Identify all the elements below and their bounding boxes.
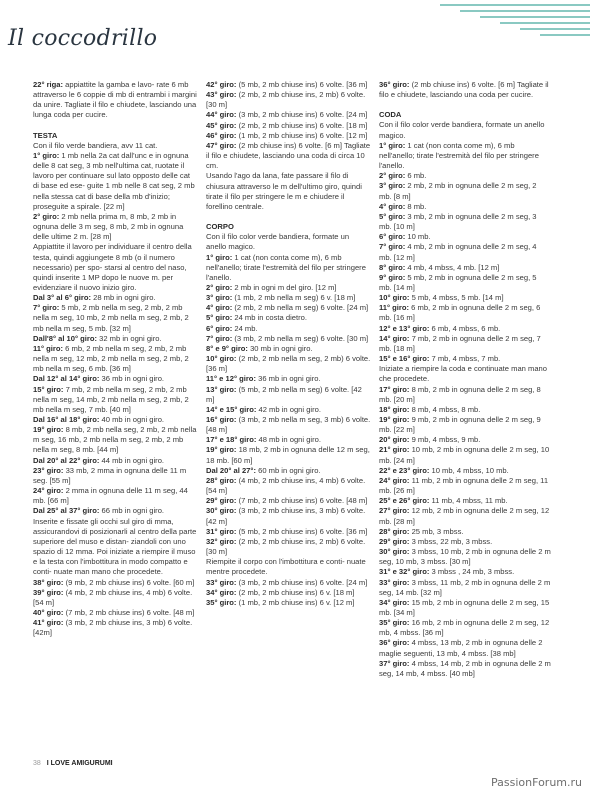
instruction-text: (5 mb, 2 mb nella m seg) 6 volte. [42 m]	[206, 384, 362, 404]
round-label: 18° giro:	[379, 404, 410, 414]
round-label: 15° giro:	[33, 384, 64, 394]
instruction-paragraph	[206, 578, 371, 588]
instruction-paragraph	[206, 557, 371, 577]
instruction-text: Inserite e fissate gli occhi sul giro di mma, assicurandovi di posizionarli al centro della parte superiore del muso e distan- ziandoli con uno spazio di 12 mma. Poi iniziate a riempire il muso e la testa con l'imbottitura in modo compatto e conti- nuate man mano che procedete.	[33, 516, 197, 577]
instruction-paragraph	[33, 578, 198, 588]
instruction-text: 3 mbss, 22 mb, 3 mbss.	[409, 536, 493, 546]
instruction-text: 1 cat (non conta come m), 6 mb nell'anello; tirate l'estremità del filo per stringere l'anello.	[379, 140, 539, 171]
round-label: 19° giro:	[379, 415, 410, 424]
instruction-paragraph	[206, 171, 371, 212]
round-label: 2° giro:	[379, 171, 406, 181]
round-label: 38° giro:	[33, 577, 64, 587]
instruction-text: 6 mb, 2 mb in ognuna delle 2 m seg, 6 mb. [16 m]	[379, 303, 541, 323]
instruction-paragraph	[33, 456, 198, 466]
instruction-text: 8 mb, 4 mbss, 8 mb.	[409, 404, 481, 414]
round-label: 14° giro:	[379, 333, 410, 343]
instruction-text: 1 mb nella 2a cat dall'unc e in ognuna delle 8 cat seg, 3 mb nell'ultima cat, ruotate il lavoro per continuare sul lato opposto delle cat di base ed ese- guite 1 mb nelle 8 cat seg, 2 mb nella stessa cat di base della mb d'inizio; proseguite a spirale. [22 m]	[33, 150, 195, 211]
instruction-paragraph	[379, 303, 551, 323]
round-label: 47° giro:	[206, 140, 237, 150]
instruction-text: 24 mb.	[232, 323, 258, 333]
instruction-paragraph	[206, 527, 371, 537]
instruction-text: (7 mb, 2 mb chiuse ins) 6 volte. [48 m]	[236, 496, 368, 506]
round-label: 10° giro:	[206, 354, 237, 364]
instruction-text: (3 mb, 2 mb nella m seg) 6 volte. [30 m]	[232, 333, 369, 343]
instruction-text: Con il filo color verde bandiera, formate un anello magico.	[379, 120, 545, 140]
instruction-text: 11 mb, 2 mb in ognuna delle 2 m seg, 11 mb. [26 m]	[379, 475, 549, 496]
instruction-text: 2 mma in ognuna delle 11 m seg, 44 mb. [66 m]	[33, 486, 188, 506]
instruction-paragraph	[206, 537, 371, 557]
round-label: Dal 12° al 14° giro:	[33, 374, 100, 384]
page-title: Il coccodrillo	[8, 26, 158, 51]
round-label: 4° giro:	[379, 201, 406, 211]
instruction-text: (7 mb, 2 mb chiuse ins) 6 volte. [48 m]	[63, 607, 195, 617]
round-label: 12° e 13° giro:	[379, 323, 430, 333]
round-label: 42° giro:	[206, 80, 237, 89]
instruction-paragraph	[33, 608, 198, 618]
round-label: 4° giro:	[206, 303, 233, 313]
instruction-paragraph	[379, 80, 551, 100]
instruction-text: appiattite la gamba e lavo- rate 6 mb attraverso le 6 coppie di mb di entrambi i margini da unire. Tagliate il filo e chiudete, lasciando una lunga coda per cucire.	[33, 80, 197, 120]
round-label: 44° giro:	[206, 110, 237, 120]
round-label: 6° giro:	[206, 323, 233, 333]
instruction-text: (2 mb chiuse ins) 6 volte. [6 m] Tagliate il filo e chiudete, lasciando una coda di circa 10 cm.	[206, 140, 371, 171]
instruction-text: (2 mb, 2 mb chiuse ins, 2 mb) 6 volte. [30 m]	[206, 536, 366, 557]
instruction-text: (2 mb, 2 mb chiuse ins) 6 volte. [18 m]	[236, 120, 368, 130]
instruction-paragraph	[33, 212, 198, 242]
instruction-paragraph	[33, 334, 198, 344]
instruction-text: 2 mb nella prima m, 8 mb, 2 mb in ognuna delle 3 m seg, 8 mb, 2 mb in ognuna delle ultime 2 m. [28 m]	[33, 211, 184, 242]
round-label: 22° riga:	[33, 80, 64, 89]
round-label: 11° giro:	[379, 303, 410, 313]
round-label: 34° giro:	[206, 587, 237, 597]
round-label: Dal 20° al 22° giro:	[33, 455, 100, 465]
instruction-text: (1 mb, 2 mb chiuse ins) 6 v. [12 m]	[236, 597, 355, 607]
instruction-text: (4 mb, 2 mb chiuse ins, 4 mb) 6 volte. [54 m]	[33, 587, 193, 607]
instruction-paragraph	[379, 567, 551, 577]
instruction-paragraph	[33, 588, 198, 608]
round-label: 37° giro:	[379, 658, 410, 668]
round-label: 24° giro:	[33, 486, 64, 496]
instruction-paragraph	[379, 618, 551, 638]
instruction-paragraph	[379, 547, 551, 567]
instruction-paragraph	[206, 344, 371, 354]
instruction-paragraph	[379, 506, 551, 526]
instruction-paragraph	[379, 334, 551, 354]
instruction-text: (2 mb chiuse ins) 6 volte. [6 m] Tagliate il filo e chiudete, lasciando una coda per cucire.	[379, 80, 549, 100]
instruction-text: 8 mb.	[405, 201, 427, 211]
page-number: 38	[33, 760, 41, 767]
instruction-paragraph	[379, 435, 551, 445]
round-label: 21° giro:	[379, 445, 410, 455]
round-label: 17° giro:	[379, 384, 410, 394]
instruction-paragraph	[206, 506, 371, 526]
round-label: 8° e 9° giro:	[206, 343, 248, 353]
round-label: 27° giro:	[379, 506, 410, 516]
instruction-text: 6 mb, 4 mbss, 6 mb.	[429, 323, 501, 333]
instruction-text: 40 mb in ogni giro.	[99, 415, 165, 424]
instruction-paragraph	[379, 527, 551, 537]
instruction-text: (3 mb, 2 mb chiuse ins) 6 volte. [24 m]	[236, 577, 368, 587]
instruction-paragraph	[206, 374, 371, 384]
instruction-text: 60 mb in ogni giro.	[255, 465, 321, 475]
instruction-paragraph	[206, 354, 371, 374]
instruction-paragraph	[33, 385, 198, 415]
round-label: 9° giro:	[379, 272, 406, 282]
instruction-text: (2 mb, 2 mb nella m seg) 6 volte. [24 m]	[232, 303, 369, 313]
instruction-paragraph	[33, 80, 198, 121]
instruction-paragraph	[206, 588, 371, 598]
instruction-text: (2 mb, 2 mb nella m seg, 2 mb) 6 volte. [36 m]	[206, 354, 371, 374]
instruction-text: 2 mb in ogni m del giro. [12 m]	[232, 282, 337, 292]
round-label: Dal 16° al 18° giro:	[33, 415, 100, 424]
round-label: 28° giro:	[206, 475, 237, 485]
instruction-text: Appiattite il lavoro per individuare il centro della testa, quindi aggiungete 8 mb (o il numero necessario) per spo- starsi al centro del naso, quindi inserite 1 MP dopo le nuove m. per evidenziare il nuovo inizio giro.	[33, 242, 192, 292]
instruction-paragraph	[206, 466, 371, 476]
instruction-text: 36 mb in ogni giro.	[255, 374, 321, 384]
instruction-text: 10 mb.	[405, 232, 431, 242]
instruction-text: 4 mb, 4 mbss, 4 mb. [12 m]	[405, 262, 500, 272]
instruction-paragraph	[33, 466, 198, 486]
instruction-paragraph	[379, 466, 551, 476]
instruction-paragraph	[379, 578, 551, 598]
instruction-paragraph	[206, 110, 371, 120]
round-label: 10° giro:	[379, 293, 410, 303]
instruction-paragraph	[379, 476, 551, 496]
instruction-paragraph	[379, 242, 551, 262]
instruction-paragraph	[379, 273, 551, 293]
instruction-text: 44 mb in ogni giro.	[99, 455, 165, 465]
round-label: 3° giro:	[206, 293, 233, 303]
instruction-text: 2 mb, 2 mb in ognuna delle 2 m seg, 2 mb. [8 m]	[379, 181, 537, 201]
instruction-paragraph	[206, 598, 371, 608]
instruction-text: 28 mb in ogni giro.	[90, 293, 156, 303]
instruction-paragraph	[206, 232, 371, 252]
instruction-text: Con il filo verde bandiera, avv 11 cat.	[33, 140, 158, 150]
round-label: 3° giro:	[379, 181, 406, 191]
instruction-paragraph	[379, 445, 551, 465]
round-label: 32° giro:	[206, 536, 237, 546]
instruction-paragraph	[206, 141, 371, 171]
instruction-paragraph	[379, 537, 551, 547]
instruction-paragraph	[379, 598, 551, 618]
instruction-text: 48 mb in ogni giro.	[256, 435, 321, 445]
round-label: 46° giro:	[206, 130, 237, 140]
instruction-text: (2 mb, 2 mb chiuse ins) 6 v. [18 m]	[236, 587, 355, 597]
text-column-3	[379, 80, 551, 679]
round-label: 17° e 18° giro:	[206, 435, 257, 445]
instruction-paragraph	[33, 151, 198, 212]
instruction-paragraph	[33, 141, 198, 151]
instruction-paragraph	[33, 242, 198, 293]
instruction-text: Usando l'ago da lana, fate passare il filo di chiusura attraverso le m dell'ultimo giro, quindi tirate il filo per stringere le m e chiudere il forellino centrale.	[206, 171, 362, 211]
instruction-paragraph	[206, 90, 371, 110]
instruction-paragraph	[379, 354, 551, 364]
instruction-text: 66 mb in ogni giro.	[99, 506, 165, 516]
instruction-paragraph	[379, 415, 551, 435]
instruction-text: 7 mb, 2 mb in ognuna delle 2 m seg, 7 mb. [18 m]	[379, 333, 541, 353]
instruction-text: (3 mb, 2 mb chiuse ins) 6 volte. [24 m]	[236, 110, 368, 120]
instruction-paragraph	[206, 293, 371, 303]
round-label: 6° giro:	[379, 232, 406, 242]
instruction-paragraph	[206, 313, 371, 323]
round-label: 33° giro:	[379, 577, 410, 587]
round-label: 19° giro:	[206, 445, 237, 455]
round-label: 24° giro:	[379, 475, 410, 485]
instruction-text: Riempite il corpo con l'imbottitura e conti- nuate mentre procedete.	[206, 557, 366, 577]
instruction-paragraph	[379, 181, 551, 201]
round-label: 35° giro:	[206, 597, 237, 607]
instruction-text: 30 mb in ogni giro.	[247, 343, 313, 353]
instruction-text: (5 mb, 2 mb chiuse ins) 6 volte. [36 m]	[236, 80, 368, 89]
instruction-text: 33 mb, 2 mma in ognuna delle 11 m seg. [55 m]	[33, 465, 187, 485]
instruction-paragraph	[206, 385, 371, 405]
magazine-name: I LOVE AMIGURUMI	[46, 760, 113, 767]
instruction-text: 5 mb, 2 mb in ognuna delle 2 m seg, 5 mb. [14 m]	[379, 272, 537, 292]
round-label: 43° giro:	[206, 90, 237, 100]
round-label: 23° giro:	[33, 465, 64, 475]
instruction-paragraph	[33, 618, 198, 638]
instruction-text: 9 mb, 2 mb in ognuna delle 2 m seg, 9 mb. [22 m]	[379, 415, 541, 435]
round-label: 8° giro:	[379, 262, 406, 272]
instruction-text: (1 mb, 2 mb chiuse ins) 6 volte. [12 m]	[236, 130, 368, 140]
round-label: 5° giro:	[206, 313, 233, 323]
round-label: 11° giro:	[33, 343, 64, 353]
section-heading: CORPO	[206, 222, 234, 232]
section-heading: TESTA	[33, 130, 58, 140]
instruction-text: 6 mb, 2 mb nella m seg, 2 mb, 2 mb nella m seg, 12 mb, 2 mb nella m seg, 2 mb, 2 mb nella m seg, 6 mb. [36 m]	[33, 343, 189, 374]
instruction-text: (3 mb, 2 mb chiuse ins, 3 mb) 6 volte. [42 m]	[206, 506, 366, 526]
round-label: 33° giro:	[206, 577, 237, 587]
instruction-text: 18 mb, 2 mb in ognuna delle 12 m seg, 18 mb. [60 m]	[206, 445, 370, 465]
instruction-text: Con il filo color verde bandiera, formate un anello magico.	[206, 232, 350, 252]
instruction-text: (1 mb, 2 mb nella m seg) 6 v. [18 m]	[232, 293, 356, 303]
instruction-paragraph	[206, 324, 371, 334]
round-label: 7° giro:	[206, 333, 233, 343]
instruction-text: 7 mb, 2 mb nella m seg, 2 mb, 2 mb nella m seg, 14 mb, 2 mb nella m seg, 2 mb, 2 mb nella m seg, 7 mb. [40 m]	[33, 384, 189, 414]
instruction-paragraph	[379, 212, 551, 232]
instruction-text: (2 mb, 2 mb chiuse ins, 2 mb) 6 volte. [30 m]	[206, 90, 366, 110]
text-column-1	[33, 80, 198, 638]
instruction-text: 4 mbss, 13 mb, 2 mb in ognuna delle 2 maglie seguenti, 13 mb, 4 mbss. [38 mb]	[379, 638, 543, 658]
round-label: 7° giro:	[379, 242, 406, 252]
instruction-paragraph	[206, 121, 371, 131]
instruction-paragraph	[206, 283, 371, 293]
instruction-paragraph	[379, 141, 551, 171]
instruction-paragraph	[206, 253, 371, 283]
instruction-text: 10 mb, 2 mb in ognuna delle 2 m seg, 10 mb. [24 m]	[379, 445, 550, 465]
round-label: 13° giro:	[206, 384, 237, 394]
round-label: 25° e 26° giro:	[379, 496, 430, 506]
round-label: 29° giro:	[379, 536, 410, 546]
round-label: 34° giro:	[379, 597, 410, 607]
instruction-paragraph	[206, 80, 371, 90]
instruction-text: 5 mb, 2 mb nella m seg, 2 mb, 2 mb nella m seg, 10 mb, 2 mb nella m seg, 2 mb, 2 mb nella m seg, 5 mb. [32 m]	[33, 303, 189, 333]
instruction-paragraph	[33, 506, 198, 516]
round-label: 35° giro:	[379, 618, 410, 628]
instruction-text: 3 mbss, 11 mb, 2 mb in ognuna delle 2 m seg, 14 mb. [32 m]	[379, 577, 551, 597]
instruction-text: 8 mb, 2 mb in ognuna delle 2 m seg, 8 mb. [20 m]	[379, 384, 541, 404]
instruction-paragraph	[33, 425, 198, 455]
round-label: Dal 25° al 37° giro:	[33, 506, 100, 516]
instruction-text: 4 mbss, 14 mb, 2 mb in ognuna delle 2 m seg, 14 mb, 4 mbss. [40 mb]	[379, 658, 551, 678]
instruction-paragraph	[379, 293, 551, 303]
round-label: 1° giro:	[206, 252, 233, 262]
watermark: PassionForum.ru	[491, 776, 582, 789]
instruction-text: 15 mb, 2 mb in ognuna delle 2 m seg, 15 mb. [34 m]	[379, 597, 550, 617]
instruction-text: 32 mb in ogni giro.	[97, 333, 162, 343]
instruction-text: 25 mb, 3 mbss.	[409, 526, 464, 536]
instruction-paragraph	[206, 334, 371, 344]
round-label: 36° giro:	[379, 638, 410, 648]
instruction-paragraph	[206, 435, 371, 445]
round-label: 28° giro:	[379, 526, 410, 536]
round-label: 2° giro:	[33, 211, 60, 221]
instruction-paragraph	[206, 496, 371, 506]
round-label: 30° giro:	[206, 506, 237, 516]
instruction-text: 24 mb in costa dietro.	[232, 313, 307, 323]
instruction-paragraph	[33, 415, 198, 425]
instruction-paragraph	[206, 303, 371, 313]
instruction-text: (3 mb, 2 mb chiuse ins, 3 mb) 6 volte. [42m]	[33, 618, 193, 638]
instruction-text: 11 mb, 4 mbss, 11 mb.	[429, 496, 508, 506]
instruction-paragraph	[379, 364, 551, 384]
instruction-paragraph	[379, 496, 551, 506]
instruction-paragraph	[206, 415, 371, 435]
instruction-paragraph	[379, 202, 551, 212]
instruction-text: 6 mb.	[405, 171, 427, 181]
round-label: 7° giro:	[33, 303, 60, 313]
round-label: 36° giro:	[379, 80, 410, 89]
round-label: 29° giro:	[206, 496, 237, 506]
round-label: 20° giro:	[379, 435, 410, 445]
instruction-text: 12 mb, 2 mb in ognuna delle 2 m seg, 12 mb. [28 m]	[379, 506, 550, 526]
instruction-paragraph	[33, 293, 198, 303]
instruction-text: 3 mbss, 10 mb, 2 mb in ognuna delle 2 m seg, 10 mb, 3 mbss. [30 m]	[379, 547, 551, 567]
round-label: 22° e 23° giro:	[379, 465, 430, 475]
page-header	[0, 0, 590, 75]
text-column-2	[206, 80, 371, 608]
instruction-paragraph	[33, 486, 198, 506]
instruction-paragraph	[206, 445, 371, 465]
round-label: 15° e 16° giro:	[379, 354, 430, 364]
round-label: Dal 20° al 27°:	[206, 465, 256, 475]
instruction-paragraph	[379, 263, 551, 273]
instruction-paragraph	[379, 171, 551, 181]
instruction-paragraph	[379, 638, 551, 658]
page-footer	[33, 760, 113, 767]
instruction-text: 16 mb, 2 mb in ognuna delle 2 m seg, 12 mb, 4 mbss. [36 m]	[379, 618, 550, 638]
round-label: 19° giro:	[33, 425, 64, 435]
instruction-paragraph	[379, 232, 551, 242]
instruction-text: 10 mb, 4 mbss, 10 mb.	[429, 465, 509, 475]
instruction-paragraph	[379, 120, 551, 140]
instruction-paragraph	[33, 303, 198, 333]
instruction-text: 1 cat (non conta come m), 6 mb nell'anello; tirate l'estremità del filo per stringere l'anello.	[206, 252, 366, 282]
round-label: 11° e 12° giro:	[206, 374, 256, 384]
instruction-paragraph	[379, 659, 551, 679]
instruction-paragraph	[379, 324, 551, 334]
round-label: 31° giro:	[206, 526, 237, 536]
decorative-lines	[400, 0, 590, 58]
round-label: 1° giro:	[379, 140, 406, 150]
section-heading: CODA	[379, 110, 402, 120]
round-label: 16° giro:	[206, 415, 237, 424]
instruction-text: (5 mb, 2 mb chiuse ins) 6 volte. [36 m]	[236, 526, 368, 536]
instruction-text: 8 mb, 2 mb nella seg, 2 mb, 2 mb nella m seg, 16 mb, 2 mb nella m seg, 2 mb, 2 mb nella m seg, 8 mb. [44 m]	[33, 425, 197, 455]
instruction-paragraph	[33, 344, 198, 374]
instruction-text: (3 mb, 2 mb nella m seg, 3 mb) 6 volte. [48 m]	[206, 415, 371, 435]
instruction-text: 7 mb, 4 mbss, 7 mb.	[429, 354, 501, 364]
instruction-text: 36 mb in ogni giro.	[99, 374, 165, 384]
round-label: 40° giro:	[33, 607, 64, 617]
instruction-paragraph	[206, 405, 371, 415]
instruction-paragraph	[206, 476, 371, 496]
instruction-paragraph	[379, 405, 551, 415]
round-label: 30° giro:	[379, 547, 410, 557]
round-label: 2° giro:	[206, 282, 233, 292]
instruction-text: 42 mb in ogni giro.	[256, 404, 321, 414]
round-label: Dall'8° al 10° giro:	[33, 333, 98, 343]
round-label: 31° e 32° giro:	[379, 567, 430, 577]
round-label: 45° giro:	[206, 120, 237, 130]
instruction-text: 3 mb, 2 mb in ognuna delle 2 m seg, 3 mb. [10 m]	[379, 211, 537, 232]
round-label: 14° e 15° giro:	[206, 404, 257, 414]
round-label: 5° giro:	[379, 211, 406, 221]
instruction-text: 9 mb, 4 mbss, 9 mb.	[409, 435, 481, 445]
instruction-text: 3 mbss , 24 mb, 3 mbss.	[429, 567, 515, 577]
instruction-text: 4 mb, 2 mb in ognuna delle 2 m seg, 4 mb. [12 m]	[379, 242, 537, 262]
instruction-paragraph	[33, 374, 198, 384]
instruction-paragraph	[379, 385, 551, 405]
instruction-text: 5 mb, 4 mbss, 5 mb. [14 m]	[409, 293, 504, 303]
instruction-text: (4 mb, 2 mb chiuse ins, 4 mb) 6 volte. [54 m]	[206, 475, 366, 496]
round-label: 1° giro:	[33, 150, 60, 160]
round-label: 39° giro:	[33, 587, 64, 597]
instruction-text: Iniziate a riempire la coda e continuate man mano che procedete.	[379, 364, 548, 384]
instruction-text: (9 mb, 2 mb chiuse ins) 6 volte. [60 m]	[63, 577, 195, 587]
round-label: Dal 3° al 6° giro:	[33, 293, 91, 303]
instruction-paragraph	[206, 131, 371, 141]
instruction-paragraph	[33, 517, 198, 578]
round-label: 41° giro:	[33, 618, 64, 628]
